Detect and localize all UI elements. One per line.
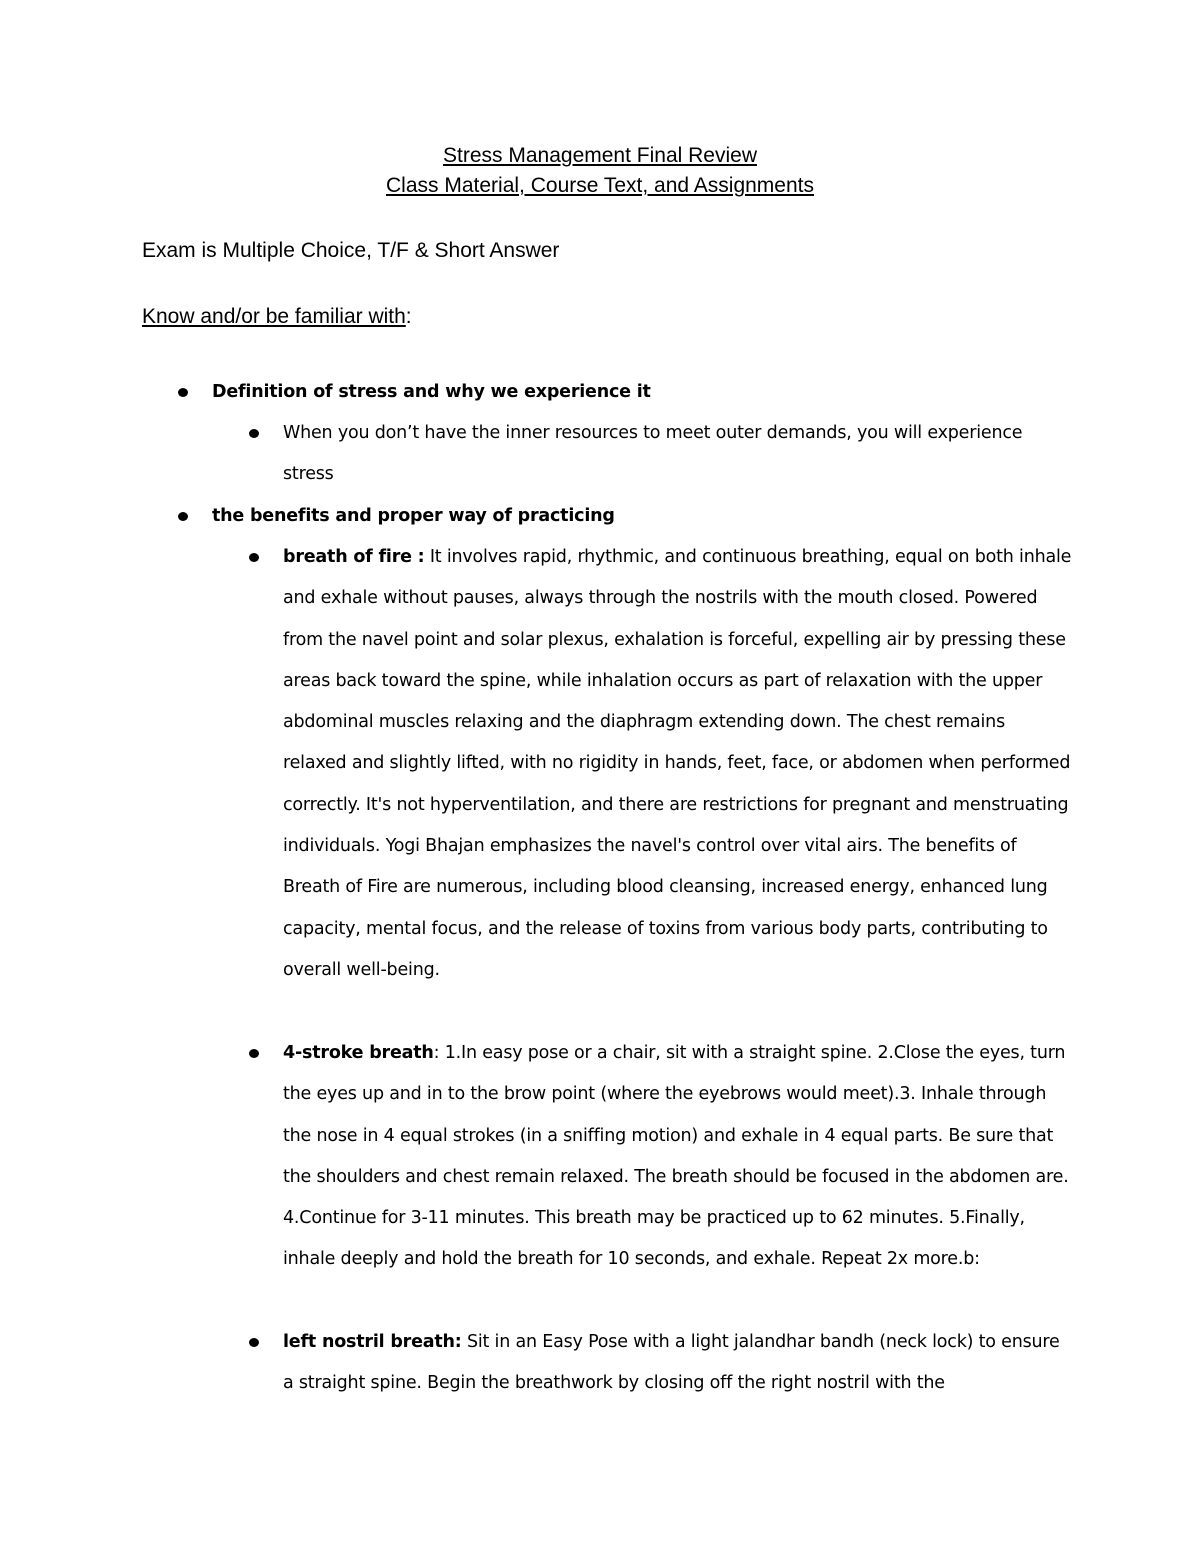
sub-list-item-breath-of-fire	[283, 537, 1073, 991]
list-item-heading: the benefits and proper way of practicing	[212, 506, 615, 526]
sub-list-item-text: Sit in an Easy Pose with a light jalandhar bandh (neck lock) to ensure a straight spine. Begin the breathwork by closing off the right nostril with the	[283, 1332, 1060, 1394]
list-item	[212, 372, 1092, 413]
bullet-icon	[178, 388, 188, 397]
sub-list-item-4-stroke-breath	[283, 1033, 1073, 1281]
bullet-icon	[249, 429, 259, 438]
know-heading-text: Know and/or be familiar with	[142, 305, 406, 328]
list-item-heading: Definition of stress and why we experience it	[212, 382, 651, 402]
sub-list-item-label: 4-stroke breath	[283, 1043, 434, 1063]
sub-list-item-label: left nostril breath:	[283, 1332, 462, 1352]
sub-list-item-text: It involves rapid, rhythmic, and continuous breathing, equal on both inhale and exhale without pauses, always through the nostrils with the mouth closed. Powered from the navel point and solar plexus, exhalation is forceful, expelling air by pressing these areas back toward the spine, while inhalation occurs as part of relaxation with the upper abdominal muscles relaxing and the diaphragm extending down. The chest remains relaxed and slightly lifted, with no rigidity in hands, feet, face, or abdomen when performed correctly. It's not hyperventilation, and there are restrictions for pregnant and menstruating individuals. Yogi Bhajan emphasizes the navel's control over vital airs. The benefits of Breath of Fire are numerous, including blood cleansing, increased energy, enhanced lung capacity, mental focus, and the release of toxins from various body parts, contributing to overall well-being.	[283, 547, 1072, 980]
document-subtitle: Class Material, Course Text, and Assignments	[386, 174, 814, 197]
bullet-icon	[249, 553, 259, 562]
list-item	[212, 496, 1092, 537]
sub-list-item-label: breath of fire :	[283, 547, 425, 567]
bullet-icon	[178, 512, 188, 521]
sub-list-item	[283, 413, 1073, 496]
know-heading-colon: :	[405, 305, 412, 328]
sub-list-item-text: : 1.In easy pose or a chair, sit with a straight spine. 2.Close the eyes, turn the eyes up and in to the brow point (where the eyebrows would meet).3. Inhale through the nose in 4 equal strokes (in a sniffing motion) and exhale in 4 equal parts. Be sure that the shoulders and chest remain relaxed. The breath should be focused in the abdomen are. 4.Continue for 3-11 minutes. This breath may be practiced up to 62 minutes. 5.Finally, inhale deeply and hold the breath for 10 seconds, and exhale. Repeat 2x more.b:	[283, 1043, 1069, 1270]
bullet-icon	[249, 1049, 259, 1058]
sub-list-item-text: When you don’t have the inner resources to meet outer demands, you will experience stress	[283, 423, 1023, 485]
know-heading	[142, 302, 412, 332]
exam-format: Exam is Multiple Choice, T/F & Short Answer	[142, 239, 560, 262]
document-title: Stress Management Final Review	[443, 144, 757, 167]
bullet-icon	[249, 1338, 259, 1347]
sub-list-item-left-nostril-breath	[283, 1322, 1073, 1405]
